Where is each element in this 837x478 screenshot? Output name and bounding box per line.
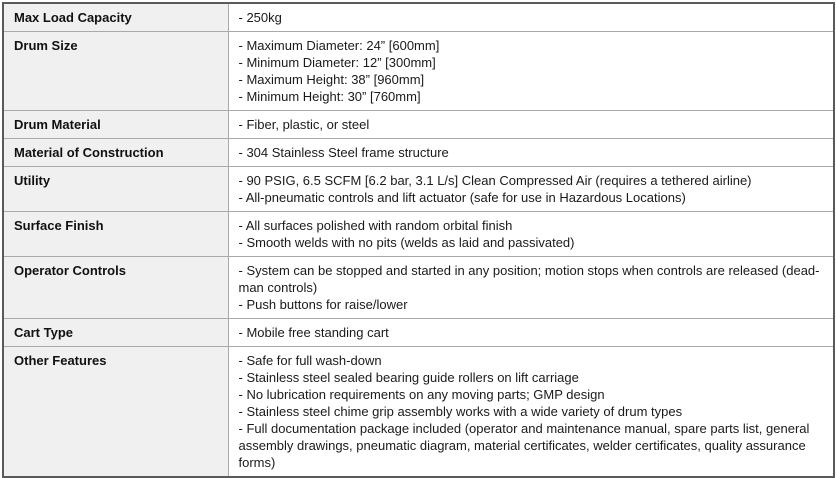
spec-value-line: - No lubrication requirements on any moving parts; GMP design bbox=[238, 387, 605, 402]
spec-label-cell: Cart Type bbox=[3, 319, 228, 347]
spec-label-cell: Surface Finish bbox=[3, 212, 228, 257]
spec-label-cell: Operator Controls bbox=[3, 257, 228, 319]
spec-value-line: - Push buttons for raise/lower bbox=[238, 297, 408, 312]
spec-value-cell bbox=[228, 212, 834, 257]
spec-value-line: - Stainless steel chime grip assembly works with a wide variety of drum types bbox=[238, 404, 683, 419]
spec-value-cell bbox=[228, 32, 834, 111]
spec-value-line: - 304 Stainless Steel frame structure bbox=[238, 145, 449, 160]
table-row bbox=[3, 212, 834, 257]
spec-value-line: - Fiber, plastic, or steel bbox=[238, 117, 370, 132]
table-row bbox=[3, 167, 834, 212]
spec-value-line: - Minimum Height: 30” [760mm] bbox=[238, 89, 421, 104]
spec-value-line: - All-pneumatic controls and lift actuator (safe for use in Hazardous Locations) bbox=[238, 190, 686, 205]
table-row bbox=[3, 32, 834, 111]
table-row bbox=[3, 139, 834, 167]
spec-label-cell: Drum Size bbox=[3, 32, 228, 111]
table-row bbox=[3, 257, 834, 319]
spec-value-line: - Minimum Diameter: 12” [300mm] bbox=[238, 55, 436, 70]
spec-value-cell bbox=[228, 111, 834, 139]
table-row bbox=[3, 319, 834, 347]
spec-value-line: - Maximum Height: 38” [960mm] bbox=[238, 72, 425, 87]
spec-label-cell: Drum Material bbox=[3, 111, 228, 139]
spec-value-line: - Mobile free standing cart bbox=[238, 325, 389, 340]
specification-table-body bbox=[3, 3, 834, 477]
table-row bbox=[3, 111, 834, 139]
spec-value-line: - Safe for full wash-down bbox=[238, 353, 382, 368]
spec-value-line: - Maximum Diameter: 24” [600mm] bbox=[238, 38, 440, 53]
spec-value-cell bbox=[228, 319, 834, 347]
table-row bbox=[3, 347, 834, 478]
spec-value-line: - System can be stopped and started in any position; motion stops when controls are released (dead-man controls) bbox=[238, 263, 820, 295]
spec-label-cell: Max Load Capacity bbox=[3, 3, 228, 32]
spec-value-cell bbox=[228, 347, 834, 478]
spec-value-line: - Stainless steel sealed bearing guide rollers on lift carriage bbox=[238, 370, 579, 385]
table-row bbox=[3, 3, 834, 32]
spec-value-line: - Smooth welds with no pits (welds as laid and passivated) bbox=[238, 235, 575, 250]
spec-value-cell bbox=[228, 257, 834, 319]
spec-value-cell bbox=[228, 167, 834, 212]
spec-value-line: - 250kg bbox=[238, 10, 282, 25]
spec-label-cell: Material of Construction bbox=[3, 139, 228, 167]
spec-value-cell bbox=[228, 3, 834, 32]
spec-value-cell bbox=[228, 139, 834, 167]
spec-value-line: - All surfaces polished with random orbital finish bbox=[238, 218, 513, 233]
spec-label-cell: Utility bbox=[3, 167, 228, 212]
spec-value-line: - Full documentation package included (operator and maintenance manual, spare parts list, general assembly drawings, pneumatic diagram, material certificates, welder certificates, quality assurance forms) bbox=[238, 421, 810, 470]
spec-label-cell: Other Features bbox=[3, 347, 228, 478]
specification-table bbox=[2, 2, 835, 478]
spec-value-line: - 90 PSIG, 6.5 SCFM [6.2 bar, 3.1 L/s] Clean Compressed Air (requires a tethered airline) bbox=[238, 173, 752, 188]
